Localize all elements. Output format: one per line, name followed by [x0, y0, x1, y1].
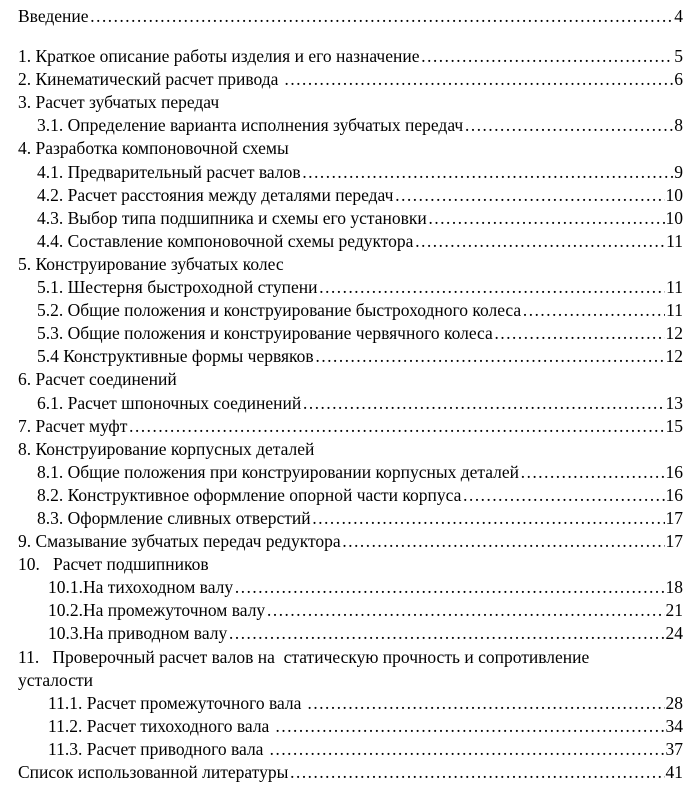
toc-entry-page: 12: [665, 323, 683, 344]
dot-leader: [269, 738, 665, 761]
toc-entry-page: 15: [665, 415, 683, 436]
dot-leader: [428, 207, 665, 230]
toc-entry: [18, 599, 683, 622]
toc-entry-title: 5. Конструирование зубчатых колес: [18, 253, 284, 274]
toc-entry-title: 10.2.На промежуточном валу: [48, 600, 266, 621]
dot-leader: [414, 230, 665, 253]
toc-entry-page: 37: [665, 738, 683, 759]
toc-entry: [18, 368, 683, 391]
toc-entry: [18, 461, 683, 484]
toc-entry: [18, 553, 683, 576]
toc-entry-page: 41: [665, 762, 683, 782]
toc-entry-page: 17: [665, 507, 683, 528]
toc-entry: [18, 507, 683, 530]
toc-entry-page: 9: [674, 161, 683, 182]
dot-leader: [494, 322, 665, 345]
dot-leader: [318, 276, 665, 299]
toc-entry-title: 3. Расчет зубчатых передач: [18, 92, 220, 113]
toc-entry: [18, 91, 683, 114]
toc-entry: [18, 646, 683, 669]
dot-leader: [302, 161, 674, 184]
toc-entry-page: 6: [674, 69, 683, 90]
toc-entry-title: 5.2. Общие положения и конструирование быстроходного колеса: [37, 300, 522, 321]
dot-leader: [90, 5, 674, 28]
toc-entry-title: 4.2. Расчет расстояния между деталями передач: [37, 184, 394, 205]
toc-entry: [18, 692, 683, 715]
toc-entry-title: усталости: [18, 669, 93, 690]
toc-entry-page: 17: [665, 531, 683, 552]
toc-entry-title: Список использованной литературы: [18, 762, 289, 782]
toc-entry-intro: [18, 5, 683, 28]
toc-entry-page: 11: [666, 300, 683, 321]
spacer: [18, 28, 683, 45]
toc-entry-title: 8.2. Конструктивное оформление опорной части корпуса: [37, 484, 462, 505]
dot-leader: [421, 45, 674, 68]
toc-entry-page: 34: [665, 715, 683, 736]
toc-entry: [18, 738, 683, 761]
toc-entry: [18, 576, 683, 599]
toc-entry-page: 4: [674, 6, 683, 26]
dot-leader: [520, 461, 664, 484]
toc-entry-title: 10.3.На приводном валу: [48, 623, 228, 644]
dot-leader: [228, 622, 664, 645]
toc-entry: [18, 299, 683, 322]
toc-entry-title: 11.1. Расчет промежуточного вала: [48, 692, 306, 713]
toc-entry-title: 8.1. Общие положения при конструировании корпусных деталей: [37, 461, 520, 482]
dot-leader: [289, 761, 664, 784]
toc-entry-title: 3.1. Определение варианта исполнения зубчатых передач: [37, 115, 464, 136]
toc-entry-title: 11. Проверочный расчет валов на статическую прочность и сопротивление: [18, 646, 590, 667]
toc-entry: [18, 322, 683, 345]
toc-entry: [18, 114, 683, 137]
toc-entry: [18, 715, 683, 738]
toc-entry: [18, 438, 683, 461]
table-of-contents: [18, 5, 683, 784]
dot-leader: [128, 415, 664, 438]
dot-leader: [462, 484, 664, 507]
toc-entry-page: 10: [665, 184, 683, 205]
dot-leader: [284, 68, 673, 91]
toc-entry-title: 1. Краткое описание работы изделия и его назначение: [18, 46, 420, 67]
toc-entry-page: 8: [674, 115, 683, 136]
toc-entry: [18, 230, 683, 253]
toc-entry-title: 9. Смазывание зубчатых передач редуктора: [18, 531, 341, 552]
toc-entry-page: 28: [665, 692, 683, 713]
dot-leader: [315, 345, 665, 368]
toc-entries: [18, 45, 683, 784]
toc-entry: [18, 207, 683, 230]
toc-entry-title: 6.1. Расчет шпоночных соединений: [37, 392, 302, 413]
toc-entry-title: 4. Разработка компоновочной схемы: [18, 138, 289, 159]
toc-entry: [18, 392, 683, 415]
toc-entry-title: 11.3. Расчет приводного вала: [48, 738, 268, 759]
toc-entry-title: 10. Расчет подшипников: [18, 554, 209, 575]
toc-entry-title: 4.3. Выбор типа подшипника и схемы его установки: [37, 207, 427, 228]
toc-entry-title: 5.1. Шестерня быстроходной ступени: [37, 277, 318, 298]
toc-entry-title: Введение: [18, 6, 89, 26]
toc-entry: [18, 68, 683, 91]
toc-entry-page: 11: [666, 230, 683, 251]
toc-entry: [18, 415, 683, 438]
toc-entry-page: 5: [674, 46, 683, 67]
toc-entry-title: 10.1.На тихоходном валу: [48, 577, 234, 598]
toc-entry-page: 10: [665, 207, 683, 228]
toc-entry-page: 24: [665, 623, 683, 644]
toc-entry: [18, 45, 683, 68]
toc-entry: [18, 253, 683, 276]
toc-entry-title: 6. Расчет соединений: [18, 369, 177, 390]
toc-entry-title: 4.1. Предварительный расчет валов: [37, 161, 301, 182]
toc-entry: [18, 345, 683, 368]
dot-leader: [342, 530, 665, 553]
toc-entry-title: 5.4 Конструктивные формы червяков: [37, 346, 314, 367]
dot-leader: [312, 507, 665, 530]
toc-entry: [18, 530, 683, 553]
dot-leader: [307, 692, 665, 715]
toc-entry-title: 4.4. Составление компоновочной схемы редуктора: [37, 230, 414, 251]
toc-entry: [18, 161, 683, 184]
toc-entry: [18, 622, 683, 645]
dot-leader: [464, 114, 673, 137]
dot-leader: [302, 392, 664, 415]
dot-leader: [275, 715, 665, 738]
toc-entry-title: 5.3. Общие положения и конструирование червячного колеса: [37, 323, 493, 344]
toc-entry-title: 2. Кинематический расчет привода: [18, 69, 283, 90]
toc-entry: [18, 484, 683, 507]
toc-entry-page: 12: [665, 346, 683, 367]
toc-entry-page: 21: [665, 600, 683, 621]
toc-entry-title: 11.2. Расчет тихоходного вала: [48, 715, 274, 736]
toc-entry: [18, 184, 683, 207]
toc-entry-page: 11: [666, 277, 683, 298]
dot-leader: [234, 576, 664, 599]
toc-entry-title: 7. Расчет муфт: [18, 415, 128, 436]
toc-entry-title: 8. Конструирование корпусных деталей: [18, 438, 315, 459]
toc-entry-page: 13: [665, 392, 683, 413]
toc-entry: [18, 669, 683, 692]
toc-entry: [18, 137, 683, 160]
dot-leader: [522, 299, 665, 322]
toc-entry-page: 16: [665, 484, 683, 505]
toc-entry: [18, 276, 683, 299]
dot-leader: [394, 184, 664, 207]
toc-entry: [18, 761, 683, 784]
toc-entry-page: 18: [665, 577, 683, 598]
toc-entry-title: 8.3. Оформление сливных отверстий: [37, 507, 311, 528]
toc-entry-page: 16: [665, 461, 683, 482]
dot-leader: [266, 599, 664, 622]
